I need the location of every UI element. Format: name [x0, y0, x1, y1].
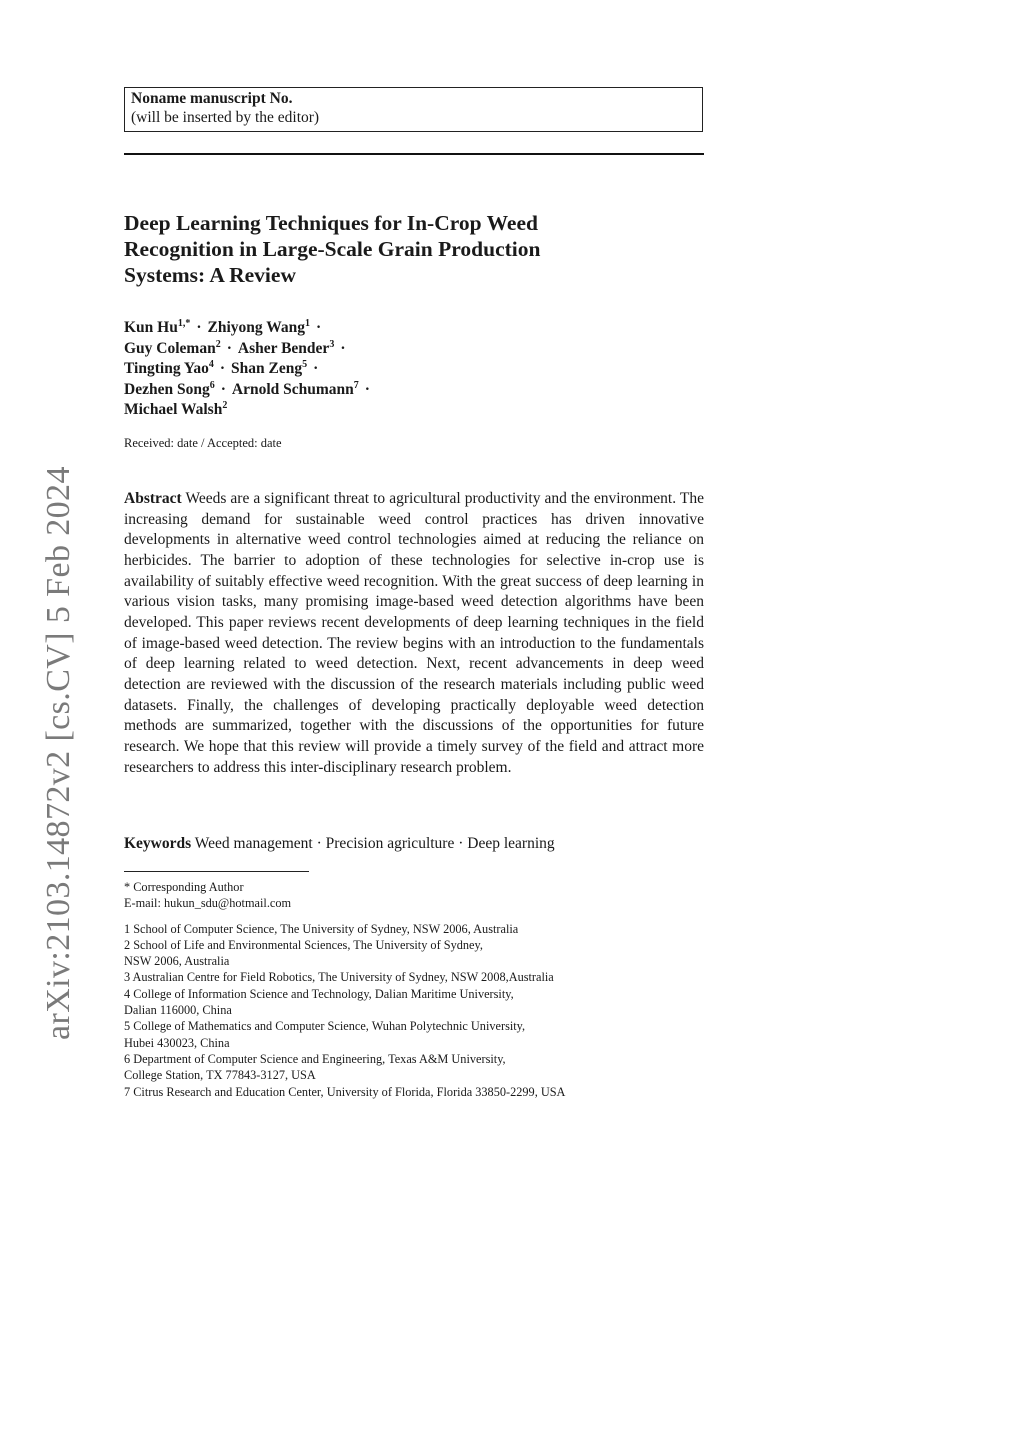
author-affil: 7	[353, 379, 359, 391]
affiliation: 2 School of Life and Environmental Sciences, The University of Sydney,	[124, 937, 483, 952]
affiliation: 4 College of Information Science and Technology, Dalian Maritime University,	[124, 986, 514, 1001]
author-affil: 3	[329, 338, 335, 350]
author-name: Dezhen Song	[124, 380, 210, 398]
author-separator: ·	[364, 380, 370, 398]
author-separator: ·	[340, 339, 346, 357]
author-affil: 1,*	[177, 318, 191, 329]
author-name: Zhiyong Wang	[207, 319, 306, 336]
affiliation: College Station, TX 77843-3127, USA	[124, 1068, 316, 1083]
affiliation: 1 School of Computer Science, The University of Sydney, NSW 2006, Australia	[124, 921, 519, 936]
author-name: Guy Coleman	[124, 339, 216, 357]
author-list	[124, 318, 684, 421]
author-name: Kun Hu	[124, 319, 178, 336]
footnote-rule	[124, 871, 309, 872]
received-date: Received: date / Accepted: date	[124, 436, 282, 450]
title-line: Systems: A Review	[124, 263, 296, 287]
author-affil: 1	[305, 318, 311, 329]
abstract-text: Weeds are a significant threat to agricultural productivity and the environment. The increasing demand for sustainable weed control practices has driven innovative developments in alternative weed control technologies aimed at reducing the reliance on herbicides. The barrier to adoption of these technologies for selective in-crop use is availability of suitably effective weed recognition. With the great success of deep learning in various vision tasks, many promising image-based weed detection algorithms have been developed. This paper reviews recent developments of deep learning techniques in the field of image-based weed detection. The review begins with an introduction to the fundamentals of deep learning related to weed detection. Next, recent advancements in deep weed detection are reviewed with the discussion of the research materials including public weed datasets. Finally, the challenges of developing practically deployable weed detection methods are summarized, together with the discussions of the opportunities for future research. We hope that this review will provide a timely survey of the field and attract more researchers to address this inter-disciplinary research problem.	[124, 490, 704, 776]
footnotes	[124, 879, 724, 1100]
title-line: Deep Learning Techniques for In-Crop Weed	[124, 211, 538, 235]
affiliation: 7 Citrus Research and Education Center, University of Florida, Florida 33850-2299, USA	[124, 1084, 566, 1099]
author-affil: 6	[209, 379, 215, 391]
affiliation: 5 College of Mathematics and Computer Science, Wuhan Polytechnic University,	[124, 1019, 526, 1034]
author-name: Asher Bender	[237, 339, 330, 357]
affiliation: 3 Australian Centre for Field Robotics, The University of Sydney, NSW 2008,Australia	[124, 970, 554, 985]
corresponding-author: * Corresponding Author	[124, 880, 244, 894]
author-line	[124, 380, 684, 401]
keywords	[124, 835, 704, 853]
author-line	[124, 359, 684, 380]
author-name: Tingting Yao	[124, 360, 209, 377]
keywords-text: Weed management · Precision agriculture · Deep learning	[194, 835, 555, 852]
author-separator: ·	[313, 360, 319, 377]
author-affil: 5	[302, 359, 308, 370]
header-rule	[124, 153, 704, 155]
author-affil: 2	[215, 338, 221, 350]
title-line: Recognition in Large-Scale Grain Production	[124, 237, 541, 261]
author-affil: 2	[222, 400, 228, 411]
author-name: Michael Walsh	[124, 401, 223, 418]
manuscript-number: Noname manuscript No.	[131, 90, 293, 107]
author-separator: ·	[226, 339, 232, 357]
affiliation: Hubei 430023, China	[124, 1035, 230, 1050]
editor-note: (will be inserted by the editor)	[131, 109, 320, 126]
paper-title	[124, 210, 724, 288]
arxiv-stamp: arXiv:2103.14872v2 [cs.CV] 5 Feb 2024	[40, 466, 77, 1040]
editor-box	[124, 87, 703, 132]
author-separator: ·	[316, 319, 322, 336]
abstract-label: Abstract	[124, 490, 182, 507]
author-line	[124, 400, 684, 421]
author-separator: ·	[196, 319, 202, 336]
author-name: Arnold Schumann	[231, 380, 354, 398]
author-affil: 4	[208, 359, 214, 370]
author-name: Shan Zeng	[231, 360, 303, 377]
keywords-label: Keywords	[124, 835, 192, 852]
email: E-mail: hukun_sdu@hotmail.com	[124, 896, 292, 911]
author-line	[124, 318, 684, 339]
abstract	[124, 489, 704, 778]
affiliation: NSW 2006, Australia	[124, 954, 230, 969]
affiliation: 6 Department of Computer Science and Engineering, Texas A&M University,	[124, 1051, 506, 1066]
author-separator: ·	[219, 360, 226, 377]
author-separator: ·	[220, 380, 226, 398]
author-line	[124, 339, 684, 360]
affiliation: Dalian 116000, China	[124, 1003, 232, 1018]
